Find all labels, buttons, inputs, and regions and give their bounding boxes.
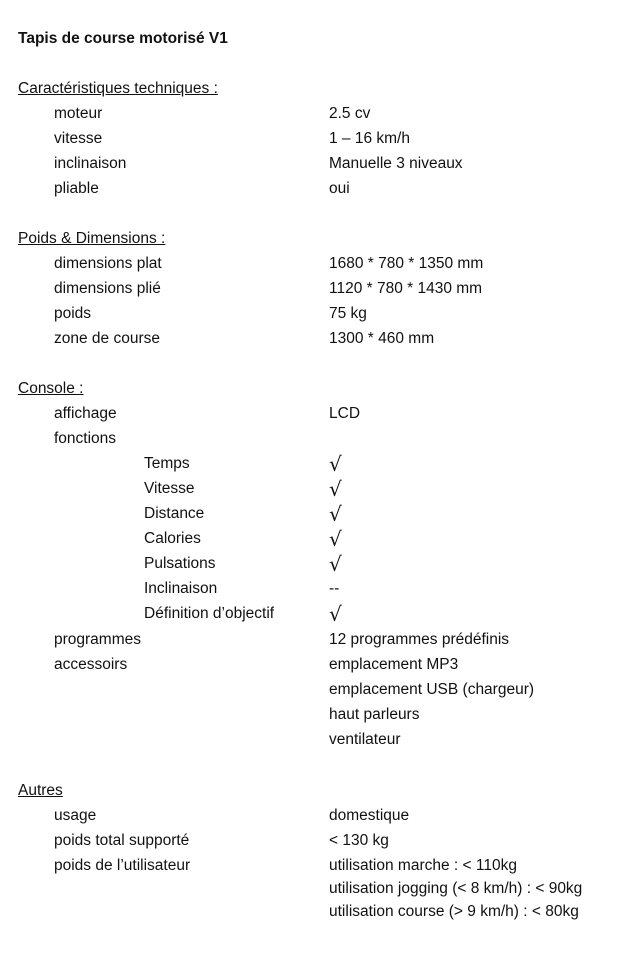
spec-value: oui [329, 180, 350, 197]
spec-row [0, 630, 643, 650]
spec-row [0, 279, 643, 299]
spec-row [0, 329, 643, 349]
spec-value: domestique [329, 807, 410, 824]
function-absent-value: -- [329, 580, 340, 597]
spec-row [0, 154, 643, 174]
section-heading-technique: Caractéristiques techniques : [18, 80, 218, 97]
checkmark-icon: √ [329, 477, 342, 501]
spec-label: inclinaison [54, 155, 127, 172]
spec-row [0, 304, 643, 324]
spec-row [0, 655, 643, 675]
spec-value: emplacement USB (chargeur) [329, 681, 535, 698]
spec-value: Manuelle 3 niveaux [329, 155, 463, 172]
function-row [0, 554, 643, 574]
document-title: Tapis de course motorisé V1 [18, 30, 228, 47]
spec-value: < 130 kg [329, 832, 389, 849]
spec-row [0, 179, 643, 199]
section-heading-console: Console : [18, 380, 84, 397]
spec-value: utilisation marche : < 110kg [329, 857, 517, 874]
spec-value: 1120 * 780 * 1430 mm [329, 280, 483, 297]
spec-value: 75 kg [329, 305, 367, 322]
spec-row [0, 856, 643, 876]
spec-label: dimensions plat [54, 255, 162, 272]
spec-row [0, 879, 643, 899]
spec-label: vitesse [54, 130, 103, 147]
spec-value: ventilateur [329, 731, 401, 748]
spec-value: 1300 * 460 mm [329, 330, 435, 347]
section-heading-autres: Autres [18, 782, 63, 799]
spec-label: pliable [54, 180, 99, 197]
spec-value: utilisation course (> 9 km/h) : < 80kg [329, 903, 579, 920]
spec-label: dimensions plié [54, 280, 161, 297]
checkmark-icon: √ [329, 602, 342, 626]
spec-row [0, 680, 643, 700]
checkmark-icon: √ [329, 552, 342, 576]
spec-row [0, 902, 643, 922]
function-row [0, 479, 643, 499]
section-heading-dimensions: Poids & Dimensions : [18, 230, 166, 247]
spec-label: fonctions [54, 430, 117, 447]
function-label: Calories [144, 530, 201, 547]
spec-row [0, 429, 643, 449]
spec-value: haut parleurs [329, 706, 420, 723]
spec-value: emplacement MP3 [329, 656, 459, 673]
spec-label: poids [54, 305, 92, 322]
spec-value: 1 – 16 km/h [329, 130, 410, 147]
spec-row [0, 129, 643, 149]
spec-row [0, 104, 643, 124]
function-row [0, 504, 643, 524]
spec-value: LCD [329, 405, 361, 422]
function-label: Inclinaison [144, 580, 218, 597]
spec-row [0, 404, 643, 424]
spec-value: 2.5 cv [329, 105, 371, 122]
function-row [0, 579, 643, 599]
spec-label: programmes [54, 631, 141, 648]
spec-label: zone de course [54, 330, 160, 347]
checkmark-icon: √ [329, 527, 342, 551]
function-row [0, 604, 643, 624]
checkmark-icon: √ [329, 502, 342, 526]
function-label: Définition d’objectif [144, 605, 275, 622]
function-row [0, 529, 643, 549]
checkmark-icon: √ [329, 452, 342, 476]
spec-label: poids total supporté [54, 832, 190, 849]
spec-label: poids de l’utilisateur [54, 857, 191, 874]
spec-row [0, 831, 643, 851]
spec-label: moteur [54, 105, 103, 122]
spec-value: 1680 * 780 * 1350 mm [329, 255, 484, 272]
spec-label: usage [54, 807, 97, 824]
spec-row [0, 730, 643, 750]
spec-row [0, 806, 643, 826]
spec-label: accessoirs [54, 656, 128, 673]
function-label: Temps [144, 455, 190, 472]
spec-value: utilisation jogging (< 8 km/h) : < 90kg [329, 880, 583, 897]
function-row [0, 454, 643, 474]
spec-label: affichage [54, 405, 117, 422]
spec-value: 12 programmes prédéfinis [329, 631, 510, 648]
spec-row [0, 705, 643, 725]
function-label: Vitesse [144, 480, 195, 497]
function-label: Pulsations [144, 555, 216, 572]
function-label: Distance [144, 505, 205, 522]
spec-row [0, 254, 643, 274]
